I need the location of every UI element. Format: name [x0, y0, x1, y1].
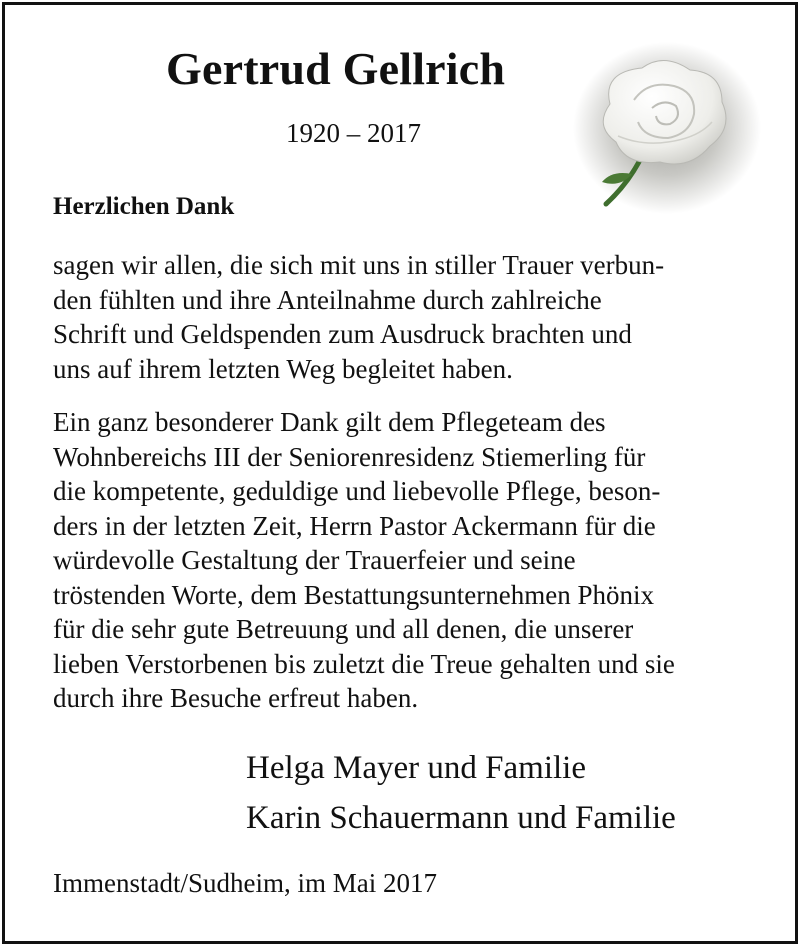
text-line: die kompetente, geduldige und liebevolle Pflege, beson-	[53, 476, 661, 506]
text-line: Schrift und Geldspenden zum Ausdruck brachten und	[53, 319, 632, 349]
text-line: für die sehr gute Betreuung und all denen, die unserer	[53, 614, 634, 644]
signature-line: Helga Mayer und Familie	[246, 750, 586, 786]
thanks-paragraph-1	[53, 248, 664, 386]
text-line: durch ihre Besuche erfreut haben.	[53, 683, 419, 713]
text-line: tröstenden Worte, dem Bestattungsunternehmen Phönix	[53, 579, 654, 610]
text-line: den fühlten und ihre Anteilnahme durch zahlreiche	[53, 284, 602, 315]
text-line: würdevolle Gestaltung der Trauerfeier und seine	[53, 545, 576, 575]
signature-line: Karin Schauermann und Familie	[246, 800, 676, 836]
life-dates: 1920 – 2017	[286, 118, 421, 148]
text-line: ders in der letzten Zeit, Herrn Pastor Ackermann für die	[53, 510, 656, 541]
place-and-date: Immenstadt/Sudheim, im Mai 2017	[53, 868, 437, 898]
deceased-name: Gertrud Gellrich	[166, 43, 506, 94]
signatures	[246, 743, 676, 843]
thanks-heading: Herzlichen Dank	[53, 193, 235, 220]
text-line: uns auf ihrem letzten Weg begleitet haben.	[53, 353, 513, 384]
text-line: lieben Verstorbenen bis zuletzt die Treue gehalten und sie	[53, 648, 675, 679]
white-rose-icon	[572, 42, 762, 214]
thanks-paragraph-2	[53, 405, 675, 716]
text-line: Ein ganz besonderer Dank gilt dem Pflegeteam des	[53, 407, 606, 437]
text-line: sagen wir allen, die sich mit uns in stiller Trauer verbun-	[53, 250, 665, 280]
text-line: Wohnbereichs III der Seniorenresidenz Stiemerling für	[53, 441, 646, 472]
